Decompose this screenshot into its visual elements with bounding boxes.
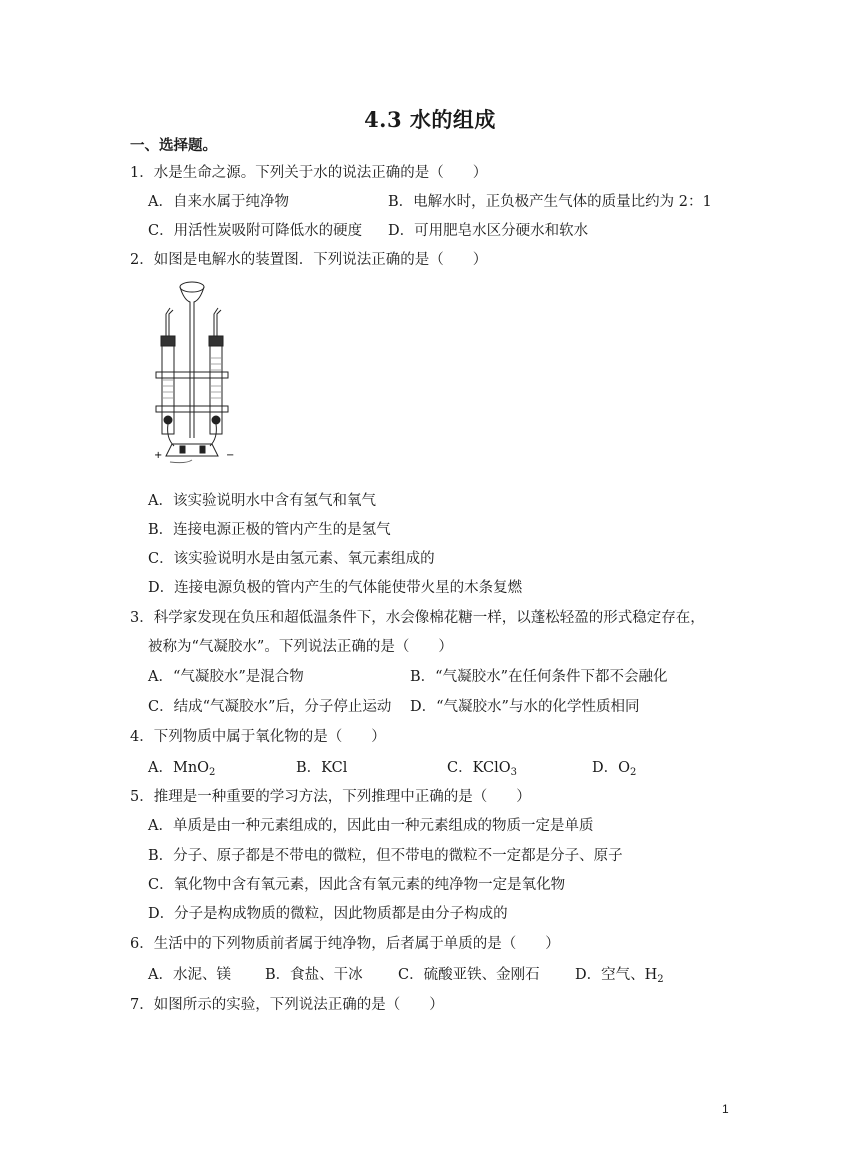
option-a-text: A．MnO bbox=[148, 760, 210, 776]
question-5-option-b: B．分子、原子都是不带电的微粒，但不带电的微粒不一定都是分子、原子 bbox=[148, 848, 623, 864]
question-4-option-d bbox=[592, 758, 636, 778]
question-3-option-d: D．“气凝胶水”与水的化学性质相同 bbox=[410, 699, 640, 715]
question-5-option-c: C．氧化物中含有氧元素，因此含有氧元素的纯净物一定是氧化物 bbox=[148, 877, 566, 893]
question-4-stem: 4．下列物质中属于氧化物的是（ ） bbox=[130, 729, 386, 745]
question-3-option-c: C．结成“气凝胶水”后，分子停止运动 bbox=[148, 699, 392, 715]
question-3-option-b: B．“气凝胶水”在任何条件下都不会融化 bbox=[410, 669, 668, 685]
question-6-option-d bbox=[575, 965, 664, 985]
option-a-subscript: 2 bbox=[209, 767, 216, 778]
question-5-stem: 5．推理是一种重要的学习方法，下列推理中正确的是（ ） bbox=[130, 789, 531, 805]
question-2-stem: 2．如图是电解水的装置图．下列说法正确的是（ ） bbox=[130, 252, 488, 268]
question-1-option-c: C．用活性炭吸附可降低水的硬度 bbox=[148, 223, 363, 239]
question-1-option-a: A．自来水属于纯净物 bbox=[148, 194, 289, 210]
question-1-option-b: B．电解水时，正负极产生气体的质量比约为 2：1 bbox=[388, 194, 712, 210]
question-1-option-d: D．可用肥皂水区分硬水和软水 bbox=[388, 223, 589, 239]
positive-terminal-label: + bbox=[154, 450, 163, 461]
section-heading: 一、选择题。 bbox=[130, 137, 217, 154]
page-title: 4.3 水的组成 bbox=[364, 107, 496, 132]
question-3-stem-line-2: 被称为“气凝胶水”。下列说法正确的是（ ） bbox=[148, 639, 453, 655]
option-d-subscript: 2 bbox=[630, 767, 637, 778]
question-6-stem: 6．生活中的下列物质前者属于纯净物，后者属于单质的是（ ） bbox=[130, 936, 560, 952]
option-d-subscript: 2 bbox=[657, 974, 664, 985]
question-2-option-c: C．该实验说明水是由氢元素、氧元素组成的 bbox=[148, 551, 435, 567]
option-c-subscript: 3 bbox=[510, 767, 518, 778]
electrolysis-apparatus-figure bbox=[152, 278, 247, 468]
question-5-option-d: D．分子是构成物质的微粒，因此物质都是由分子构成的 bbox=[148, 906, 508, 922]
question-1-stem: 1．水是生命之源。下列关于水的说法正确的是（ ） bbox=[130, 165, 488, 181]
question-2-option-a: A．该实验说明水中含有氢气和氧气 bbox=[148, 493, 376, 509]
question-2-option-b: B．连接电源正极的管内产生的是氢气 bbox=[148, 522, 391, 538]
question-2-option-d: D．连接电源负极的管内产生的气体能使带火星的木条复燃 bbox=[148, 580, 523, 596]
question-6-option-c: C．硫酸亚铁、金刚石 bbox=[398, 967, 540, 983]
question-6-option-a: A．水泥、镁 bbox=[148, 967, 231, 983]
question-4-option-c bbox=[447, 758, 517, 778]
question-4-option-a bbox=[148, 758, 215, 778]
question-3-option-a: A．“气凝胶水”是混合物 bbox=[148, 669, 304, 685]
option-c-text: C．KClO bbox=[447, 760, 511, 776]
option-d-text: D．O bbox=[592, 760, 631, 776]
question-3-stem-line-1: 3．科学家发现在负压和超低温条件下，水会像棉花糖一样，以蓬松轻盈的形式稳定存在， bbox=[130, 610, 705, 626]
question-5-option-a: A．单质是由一种元素组成的，因此由一种元素组成的物质一定是单质 bbox=[148, 818, 594, 834]
question-4-option-b: B．KCl bbox=[296, 760, 348, 776]
negative-terminal-label: − bbox=[226, 450, 235, 461]
question-7-stem: 7．如图所示的实验，下列说法正确的是（ ） bbox=[130, 997, 444, 1013]
page-number: 1 bbox=[722, 1102, 729, 1116]
option-d-text: D．空气、H bbox=[575, 967, 658, 983]
question-6-option-b: B．食盐、干冰 bbox=[265, 967, 363, 983]
